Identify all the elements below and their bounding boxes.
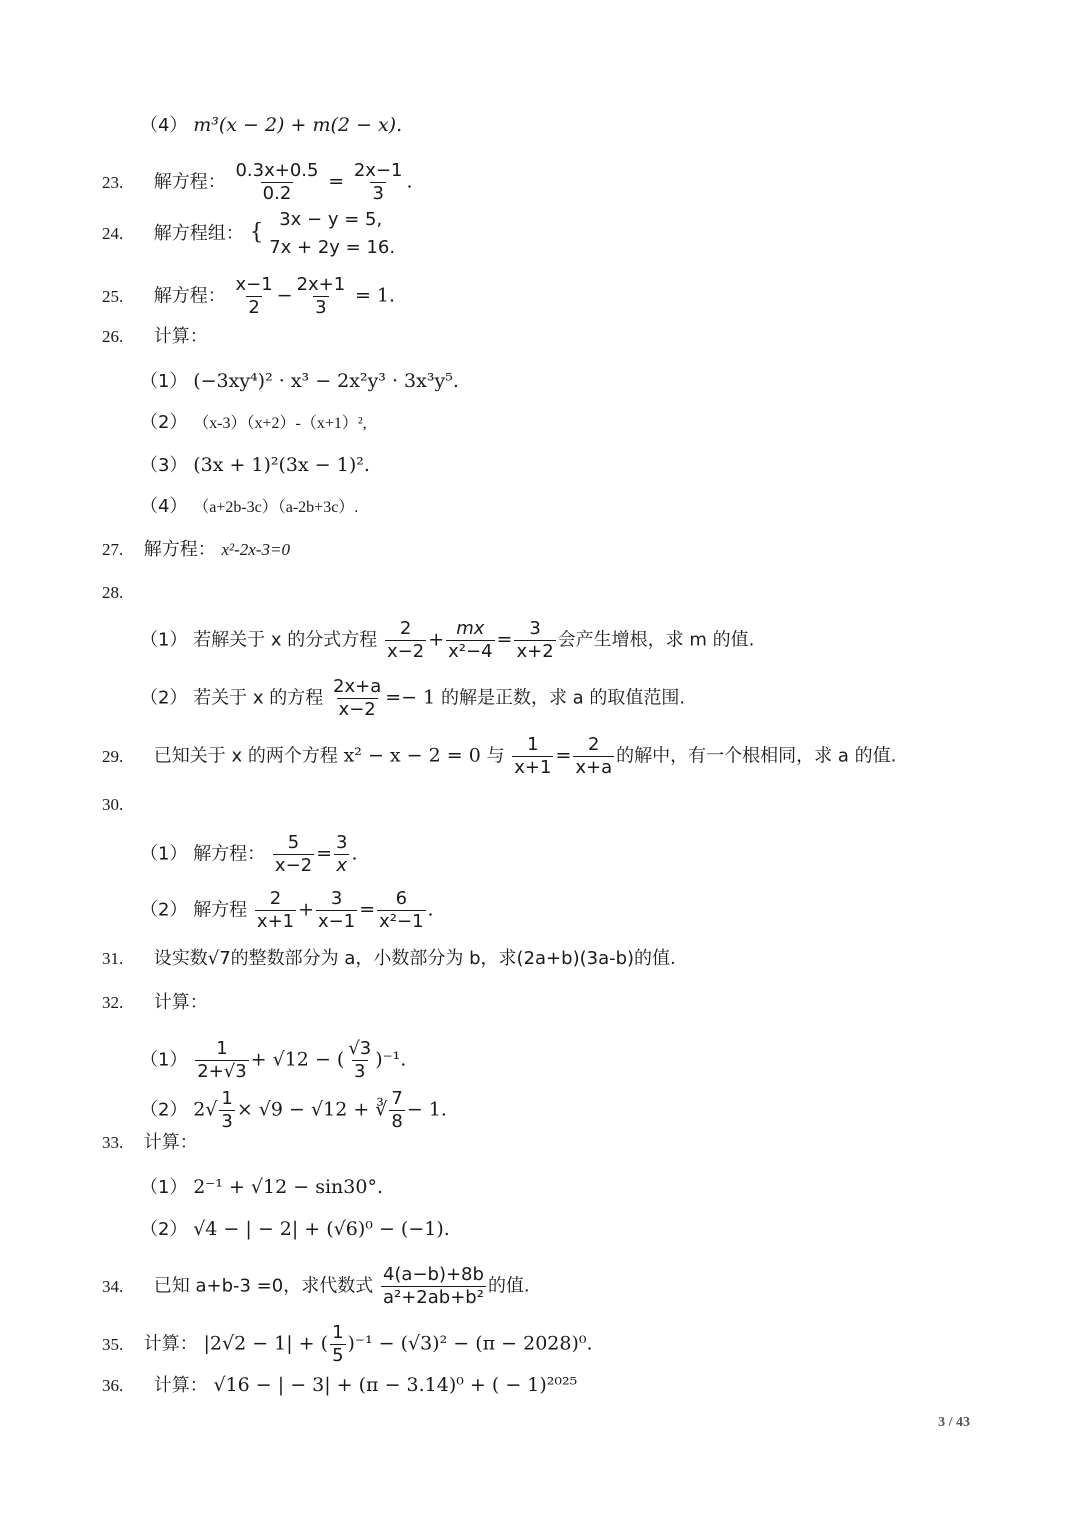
problem-22-part-4 [140, 112, 402, 139]
denominator: x−2 [387, 641, 425, 662]
problem-number: 28. [102, 583, 124, 602]
part-label: （3） [140, 455, 188, 476]
part-label: （1） [140, 843, 188, 865]
numerator: mx [456, 618, 485, 639]
denominator: x²−4 [448, 641, 493, 662]
problem-label: 解方程： [153, 171, 226, 193]
fraction-1 [273, 832, 314, 877]
fraction-2 [316, 888, 357, 933]
rhs: = 1. [354, 284, 396, 307]
denominator: x−2 [338, 699, 376, 720]
numerator: 2x+a [333, 676, 382, 697]
equation-1: x² − x − 2 = 0 [343, 744, 481, 767]
problem-26 [102, 324, 208, 350]
denominator: 5 [332, 1345, 344, 1366]
problem-30-part-1 [140, 832, 358, 877]
problem-26-part-4 [140, 494, 358, 521]
numerator: 0.3x+0.5 [235, 160, 319, 181]
problem-29 [102, 734, 896, 779]
denominator: x−2 [274, 855, 313, 876]
problem-text: 会产生增根，求 m 的值. [557, 629, 755, 651]
problem-number: 33. [102, 1133, 124, 1152]
numerator: 2 [588, 734, 600, 755]
problem-33-part-2 [140, 1216, 450, 1243]
equals-sign: = [316, 842, 333, 865]
problem-27 [102, 537, 290, 563]
denominator: 3 [221, 1111, 233, 1132]
equation-system [269, 206, 395, 262]
math-expression: (3x + 1)²(3x − 1)². [193, 454, 370, 476]
math-expression: m³(x − 2) + m(2 − x). [193, 114, 403, 136]
problem-number: 31. [102, 949, 124, 968]
part-label: （2） [140, 899, 188, 921]
equals-sign: = [328, 170, 345, 193]
equals-sign: = [555, 744, 572, 767]
problem-label: 计算： [153, 326, 208, 347]
plus-sign: + [428, 628, 445, 651]
fraction-2 [295, 274, 348, 319]
fraction-1 [233, 274, 274, 319]
problem-35 [102, 1322, 593, 1367]
numerator: 1 [332, 1322, 344, 1343]
math-expression: （a+2b-3c）（a-2b+3c）. [193, 499, 359, 516]
part-label: （1） [140, 1177, 188, 1198]
problem-24 [102, 206, 395, 262]
fraction-lhs [233, 160, 320, 205]
problem-text: 的解中，有一个根相同，求 a 的值. [616, 745, 897, 767]
denominator: x+2 [516, 641, 554, 662]
page-number: 3 / 43 [938, 1415, 970, 1430]
numerator: 1 [527, 734, 539, 755]
fraction-1 [255, 888, 296, 933]
denominator: x+1 [256, 911, 295, 932]
fraction-rhs [352, 160, 405, 205]
fraction [381, 1264, 486, 1309]
problem-text: 设实数√7的整数部分为 a，小数部分为 b，求(2a+b)(3a-b)的值. [153, 948, 676, 969]
problem-34 [102, 1264, 530, 1309]
problem-32-part-1 [140, 1038, 406, 1083]
problem-label: 计算： [143, 1132, 198, 1153]
numerator: 2 [269, 888, 282, 909]
problem-32-part-2 [140, 1088, 447, 1133]
math-expression: x²-2x-3=0 [221, 540, 290, 559]
conjunction-text: 与 [486, 745, 505, 767]
problem-23 [102, 160, 413, 205]
numerator: 3 [529, 618, 541, 639]
denominator: x²−1 [379, 911, 424, 932]
denominator: a²+2ab+b² [382, 1287, 484, 1308]
math-expression: （x-3）（x+2）-（x+1）², [193, 415, 367, 432]
numerator: 3 [336, 832, 348, 853]
part-label: （2） [140, 687, 188, 709]
problem-label: 计算： [143, 1333, 198, 1355]
denominator: x+1 [514, 757, 552, 778]
fraction-2 [573, 734, 614, 779]
math-expression: |2√2 − 1| + ( [203, 1332, 329, 1355]
problem-number: 25. [102, 286, 124, 306]
part-label: （2） [140, 1099, 188, 1121]
denominator: 0.2 [262, 183, 292, 204]
denominator: 3 [315, 297, 327, 318]
numerator: 6 [395, 888, 408, 909]
problem-label: 解方程组： [153, 223, 244, 244]
math-expression: √4 − | − 2| + (√6)⁰ − (−1). [193, 1218, 450, 1240]
problem-text: 解方程 [193, 899, 248, 921]
part-label: （1） [140, 629, 188, 651]
problem-text: 的值. [487, 1275, 530, 1297]
fraction-2 [346, 1038, 373, 1083]
part-label: （1） [140, 1049, 188, 1071]
equation-1: 3x − y = 5, [279, 209, 383, 230]
numerator: x−1 [235, 274, 273, 295]
rhs: =− 1 [385, 686, 436, 709]
numerator: 1 [221, 1088, 233, 1109]
problem-text: 已知关于 x 的两个方程 [153, 745, 338, 767]
fraction-1 [385, 618, 426, 663]
period: . [427, 898, 434, 921]
math-expression: √16 − | − 3| + (π − 3.14)⁰ + ( − 1)²⁰²⁵ [213, 1374, 578, 1396]
numerator: 4(a−b)+8b [382, 1264, 484, 1285]
problem-label: 解方程： [153, 285, 226, 307]
math-expression: 2⁻¹ + √12 − sin30°. [193, 1176, 383, 1198]
system-brace: { [249, 220, 264, 245]
denominator: 3 [354, 1061, 366, 1082]
fraction-3 [377, 888, 425, 933]
math-expression: 2√ [193, 1098, 218, 1121]
problem-number: 34. [102, 1276, 124, 1296]
denominator: 2+√3 [197, 1061, 247, 1082]
problem-text: 若解关于 x 的分式方程 [193, 629, 378, 651]
part-label: （2） [140, 412, 188, 433]
problem-number: 32. [102, 993, 124, 1012]
problem-label: 解方程： [143, 539, 216, 560]
problem-26-part-2 [140, 410, 367, 437]
problem-text: 若关于 x 的方程 [193, 687, 324, 709]
fraction-1 [512, 734, 553, 779]
denominator: 8 [391, 1111, 403, 1132]
problem-31 [102, 946, 676, 972]
denominator: 2 [248, 297, 260, 318]
problem-26-part-1 [140, 368, 459, 395]
part-label: （4） [140, 496, 188, 517]
fraction-2 [334, 832, 349, 877]
period: . [406, 170, 413, 193]
fraction-1 [219, 1088, 234, 1133]
problem-label: 计算： [153, 1375, 208, 1396]
problem-32 [102, 990, 208, 1016]
problem-number: 30. [102, 795, 124, 814]
numerator: 1 [216, 1038, 228, 1059]
problem-28-part-1 [140, 618, 754, 663]
fraction-1 [195, 1038, 248, 1083]
problem-28-part-2 [140, 676, 685, 721]
numerator: 3 [330, 888, 343, 909]
equals-sign: = [496, 628, 513, 651]
problem-number: 36. [102, 1376, 124, 1395]
denominator: x [336, 855, 348, 876]
math-expression: (−3xy⁴)² · x³ − 2x²y³ · 3x³y⁵. [193, 370, 459, 392]
fraction-3 [514, 618, 555, 663]
problem-number: 29. [102, 746, 124, 766]
problem-28 [102, 580, 123, 606]
numerator: √3 [348, 1038, 372, 1059]
part-label: （2） [140, 1219, 188, 1240]
numerator: 5 [287, 832, 300, 853]
numerator: 2x−1 [353, 160, 403, 181]
period: . [351, 842, 358, 865]
problem-30 [102, 792, 123, 818]
problem-number: 27. [102, 540, 124, 559]
numerator: 2x+1 [296, 274, 346, 295]
part-label: （4） [140, 115, 188, 136]
numerator: 7 [391, 1088, 403, 1109]
problem-text: 的解是正数，求 a 的取值范围. [440, 687, 686, 709]
problem-number: 24. [102, 224, 124, 243]
fraction-2 [446, 618, 494, 663]
problem-number: 23. [102, 172, 124, 192]
fraction-2 [389, 1088, 404, 1133]
equals-sign: = [359, 898, 376, 921]
fraction [331, 676, 383, 721]
math-expression: )⁻¹. [375, 1048, 407, 1071]
numerator: 2 [399, 618, 412, 639]
problem-36 [102, 1372, 577, 1399]
equation-2: 7x + 2y = 16. [269, 237, 396, 258]
math-expression: × √9 − √12 + ∛ [236, 1098, 388, 1121]
denominator: x−1 [318, 911, 356, 932]
problem-30-part-2 [140, 888, 434, 933]
problem-33 [102, 1130, 198, 1156]
problem-number: 26. [102, 327, 124, 346]
problem-label: 计算： [153, 992, 208, 1013]
denominator: 3 [372, 183, 384, 204]
problem-number: 35. [102, 1334, 124, 1354]
problem-text: 已知 a+b-3 =0，求代数式 [153, 1275, 374, 1297]
problem-text: 解方程： [193, 843, 266, 865]
problem-25 [102, 274, 395, 319]
minus-sign: − [276, 284, 293, 307]
part-label: （1） [140, 371, 188, 392]
plus-sign: + [298, 898, 315, 921]
problem-33-part-1 [140, 1174, 383, 1201]
math-expression: + √12 − ( [250, 1048, 345, 1071]
fraction [330, 1322, 345, 1367]
math-expression: − 1. [406, 1098, 447, 1121]
denominator: x+a [575, 757, 613, 778]
math-expression: )⁻¹ − (√3)² − (π − 2028)⁰. [347, 1332, 593, 1355]
problem-26-part-3 [140, 452, 370, 479]
